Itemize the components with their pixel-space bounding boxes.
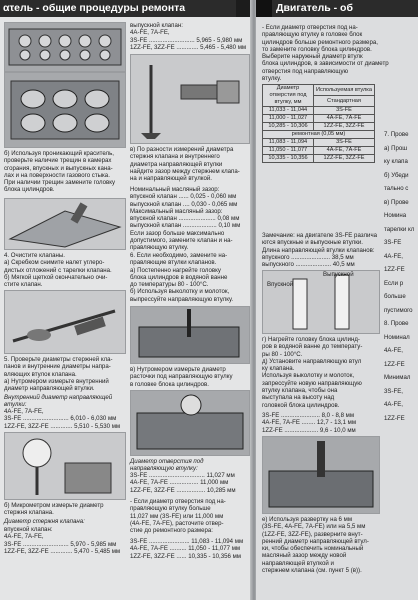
table-cell: 10,335 - 10,356 [263,155,314,163]
table-cell: 1ZZ-FE, 3ZZ-FE [314,155,375,163]
text-line: ку клапа [384,158,408,165]
table-row [263,131,375,139]
text-line: вляющих втулок клапана. [4,370,77,378]
text-line: 4A-FE, 7A-FE ................. 11,000 мм [130,479,229,487]
text-line: б) Используя выколотку и молоток, [130,288,230,296]
step-5v-text [130,146,248,182]
text-line: 7. Прове [384,131,409,138]
text-line: 4A-FE, 7A-FE, [4,408,44,415]
text-line: пустимого [384,306,413,314]
table-row [263,147,375,155]
text-line: масляный зазор между новой [262,552,347,560]
bore-measure-figure [130,390,250,456]
text-line: д) Установите направляющую втул [262,357,362,365]
text-line: выпускной клапан .... 0,030 - 0,065 мм [130,200,238,208]
text-line: ры 80 - 100°С. [262,350,303,358]
text-line: а) Нутромером измерьте внутренний [4,377,109,385]
text-line: впускной клапан: [4,526,53,533]
table-header-standard: Стандартная [314,96,375,107]
text-line: б) Убеди [384,171,409,179]
step-4-text [4,252,126,288]
left-page-header: ατель - общие процедуры ремонта [0,0,239,17]
valve-micrometer-figure [130,54,250,144]
text-line: направляющей втулкой и [262,559,334,567]
valve-cleaning-figure [4,290,126,354]
table-cell: 10,285 - 10,306 [263,123,314,131]
text-line: ров в водяной ванне до температу- [262,343,363,351]
text-line: (1ZZ-FE, 3ZZ-FE), разверните внут- [262,530,363,538]
text-line: правляющую втулку. [130,244,189,252]
step-6e-text [262,516,380,574]
text-line: 4A-FE, 7A-FE .......... 11,050 - 11,077 мм [130,545,241,553]
text-line: блока цилиндров в водяной ванне [130,273,228,281]
text-line: Номинальный масляный зазор: [130,186,220,193]
text-line: в) Прове [384,198,409,206]
text-line: 3S-FE ........................... 5,970 - 5,985 мм [4,540,117,548]
clearance-specs [130,186,248,252]
text-line: Минимал [384,374,411,381]
text-line: ются впускные и выпускные втулки. [262,239,363,247]
cylinder-head-figure-bottom [4,72,126,148]
text-line: 4A-FE, [384,252,403,260]
text-line: диаметра направляющей втулки [130,160,223,168]
table-row [263,107,375,115]
text-line: стержня клапана. [4,509,54,517]
text-line: тарелки кл [384,225,415,233]
text-line: ренний диаметр направляющей втул- [262,537,369,545]
text-line: 4. Очистите клапаны. [4,252,65,259]
table-cell: ремонтная (0,05 мм) [263,131,375,139]
text-line: в) По разности измерений диаметра [130,146,234,153]
text-line: лах и на поверхности газового стыка. [4,171,110,179]
text-line: б) Микрометром измерьте диаметр [4,502,104,509]
table-header-bore: Диаметр отверстия под втулку, мм [263,85,314,107]
text-line: запрессуйте новую направляющую [262,379,362,387]
text-line: 4A-FE, 7A-FE ........ 12,7 - 13,1 мм [262,419,357,427]
text-line: стите клапан. [4,281,43,289]
table-cell: 3S-FE [314,107,375,115]
text-line: 1ZZ-FE, 3ZZ-FE ............. 5,465 - 5,480 мм [130,43,247,51]
right-page [256,0,418,600]
text-line: в) Нутромером измерьте диаметр [130,366,226,373]
guide-press-out-figure [130,306,250,364]
text-line: выпускной клапан .................... 0,10 мм [130,222,241,230]
text-line: е) Используя развертку на 6 мм [262,516,353,523]
bore-diameter-label: Диаметр отверстия под направляющую втулку: [130,458,204,473]
text-line: 11,027 мм (3S-FE) или 11,000 мм [130,512,224,520]
oversize-note [130,498,248,534]
table-row [263,123,375,131]
text-line: стержнем клапана (см. пункт 5 (в)). [262,567,362,575]
intake-bushing-label: Впускной [267,281,294,288]
replacement-intro [262,24,389,83]
text-line: блока цилиндров, в зависимости от диаметр [262,60,389,68]
text-line: выступала на высоту над [262,394,335,402]
text-line: б) Используя проникающий краситель, [4,150,114,157]
table-cell: 4A-FE, 7A-FE [314,115,375,123]
right-edge-column [384,128,418,425]
text-line: стие до ремонтного размера: [130,527,213,535]
text-line: 1ZZ-FE [384,414,405,422]
text-line: ку клапана. [262,365,295,373]
text-line: г) Нагрейте головку блока цилинд- [262,336,360,343]
text-line: Замечание: на двигателе 3S-FE различа [262,232,378,239]
text-line: 1ZZ-FE, 3ZZ-FE ...... 10,335 - 10,356 мм [130,552,241,560]
step-6v-text [130,366,248,388]
stem-diameter-specs [4,526,126,555]
right-page-header: Двигатель - об [272,0,418,17]
text-line: правляющую втулку больше [130,505,211,513]
table-cell: 11,083 - 11,094 [263,139,314,147]
text-line: 1ZZ-FE, 3ZZ-FE ................. 10,285 мм [130,486,236,494]
text-line: правляющую втулку в головке блок [262,31,363,39]
text-line: б) Мягкой щеткой окончательно очи- [4,273,108,281]
text-line: а) Скребком снимите налет углеро- [4,259,105,267]
text-line: 8. Прове [384,320,409,327]
text-line: - Если диаметр отверстия под на- [130,498,226,505]
cylinder-head-figure-top [4,22,126,72]
text-line: правляющие втулки клапанов. [130,259,217,267]
text-line: 3S-FE, [384,387,403,395]
text-line: головкой блока цилиндров. [262,401,340,409]
header-tab-right [256,0,272,17]
text-line: впускного ....................... 38,5 мм [262,253,354,261]
text-line: Длина направляющей втулки клапанов: [262,246,375,254]
text-line: в головке блока цилиндров. [130,380,209,388]
table-row [263,115,375,123]
text-line: 1ZZ-FE .................... 9,6 - 10,0 мм [262,426,356,434]
text-line: 5. Проверьте диаметры стержней кла- [4,356,113,363]
text-line: Выберите наружный диаметр втулк [262,53,363,61]
text-line: 1ZZ-FE, 3ZZ-FE ............. 5,510 - 5,530 мм [4,422,121,430]
text-line: 3S-FE ........................ 11,083 - 11,094 мм [130,538,244,545]
guide-diameter-specs [4,408,126,430]
dye-check-figure [4,198,126,250]
text-line: допустимого, замените клапан и на- [130,237,233,245]
text-line: расточки под направляющую втулку [130,373,233,381]
text-line: ки, чтобы обеспечить номинальный [262,545,364,553]
bushing-install-figure [262,436,380,514]
bore-gauge-figure [4,432,126,500]
protrusion-specs [262,412,380,434]
text-line: Если зазор больше максимально [130,229,225,237]
text-line: При наличии трещин замените головку [4,179,116,187]
text-line: на и направляющей втулкой. [130,175,212,183]
text-line: - Если диаметр отверстия под на- [262,24,358,31]
text-line: проверьте наличие трещин в камерах [4,157,112,165]
text-line: а) Постепенно нагрейте головку [130,266,221,274]
text-line: тально с [384,185,409,192]
step-5b-text [4,502,126,517]
text-line: Номина [384,212,407,219]
table-row [263,139,375,147]
table-cell: 11,050 - 11,077 [263,147,314,155]
text-line: 4A-FE, [384,401,403,408]
text-line: выпускного ..................... 40,5 мм [262,261,355,269]
text-line: 3S-FE ........................... 5,965 - 5,980 мм [130,36,243,44]
table-cell: 1ZZ-FE, 3ZZ-FE [314,123,375,131]
text-line: блока цилиндров. [4,186,55,194]
text-line: втулку клапана, чтобы она [262,387,338,395]
text-line: 3S-FE ................................. 11,027 мм [130,472,235,479]
text-line: 4A-FE, 7A-FE, [4,533,44,541]
text-line: впускной клапан ...................... 0,08 мм [130,215,240,223]
text-line: Номинал [384,333,410,341]
text-line: сгорания, впускных и выпускных кана- [4,164,113,172]
text-line: больше [384,293,406,300]
step-6-text [130,252,248,303]
table-cell: 3S-FE [314,139,375,147]
text-line: впускной клапан ...... 0,025 - 0,060 мм [130,193,237,201]
guide-diameter-label: Внутренний диаметр направляющей втулки: [4,394,113,409]
text-line: 1ZZ-FE, 3ZZ-FE ............. 5,470 - 5,485 мм [4,547,121,555]
text-line: диаметр направляющей втулки. [4,385,95,393]
bore-diameter-specs [130,472,248,494]
text-line: стержня клапана и внутреннего [130,153,220,161]
stem-diameter-label: Диаметр стержня клапана: [4,518,85,525]
table-cell: 11,033 - 11,044 [263,107,314,115]
text-line: до температуры 80 - 100°С. [130,281,209,289]
bushing-table [262,84,375,163]
text-line: то замените головку блока цилиндров. [262,45,372,53]
table-header-bushing: Используемая втулка [314,85,375,96]
step-5-text [4,356,126,392]
text-line: 3S-FE [384,239,402,246]
text-line: 1ZZ-FE [384,266,405,273]
bushing-length-figure [262,270,380,334]
text-line: 3S-FE ....................... 8,0 - 8,8 мм [262,412,355,419]
text-line: выпускной клапан: [130,22,183,29]
intake-exhaust-note [262,232,380,268]
exhaust-bushing-label: Выпускной [323,271,354,278]
text-line: найдите зазор между стержнем клапа- [130,167,240,175]
step-3b-text [4,150,126,194]
text-line: 4A-FE, 7A-FE, [130,29,170,37]
text-line: а) Прош [384,144,408,152]
table-cell: 11,000 - 11,027 [263,115,314,123]
text-line: Если р [384,279,404,287]
text-line: 6. Если необходимо, замените на- [130,252,228,259]
text-line: 4A-FE, [384,347,403,354]
text-line: втулку. [262,75,282,83]
step-6g-text [262,336,380,409]
text-line: Используя выколотку и молоток, [262,372,355,380]
text-line: панов и внутренние диаметры напра- [4,363,111,371]
text-line: дистых отложений с тарелки клапана. [4,266,112,274]
text-line: (4A-FE, 7A-FE), расточите отвер- [130,519,224,527]
text-line: (3S-FE, 4A-FE, 7A-FE) или на 5,5 мм [262,523,366,531]
text-line: 3S-FE ........................... 6,010 - 6,030 мм [4,415,117,423]
text-line: отверстия под направляющую [262,67,349,75]
text-line: цилиндров больше ремонтного размера, [262,38,378,46]
table-row [263,155,375,163]
text-line: 1ZZ-FE [384,360,405,368]
text-line: Максимальный масляный зазор: [130,207,223,215]
table-cell: 4A-FE, 7A-FE [314,147,375,155]
exhaust-stem-specs [130,22,248,51]
repair-size-specs [130,538,248,560]
text-line: выпрессуйте направляющую втулку. [130,295,234,303]
